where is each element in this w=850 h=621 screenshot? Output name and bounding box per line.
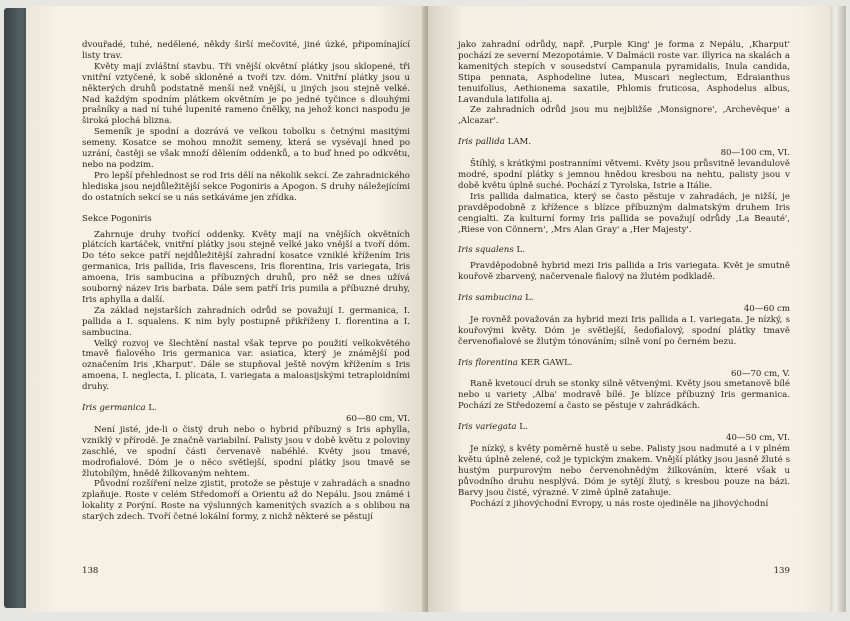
open-book: [4, 6, 846, 614]
left-page: [26, 6, 432, 612]
species-author: LAM.: [507, 137, 532, 148]
right-page: [428, 6, 830, 612]
book-page-edges: [828, 6, 846, 612]
right-page-text: [458, 40, 790, 509]
paragraph: Zahrnuje druhy tvořící oddenky. Květy mají na vnějších okvětních plátcích kartáček, vnitřní plátky jsou stejně velké jako vnější a tvoří dóm. Do této sekce patří nejdůležitější zahradní kosatce vzniklé křížením Iris germanica, Iris pallida, Iris flavescens, Iris florentina, Iris variegata, Iris amoena, Iris sambucina a příbuzných druhů, pro něž se dnes užívá souborný název Iris barbata. Dále sem patří Iris pumila a příbuzné druhy, Iris aphylla a další.: [82, 229, 410, 305]
section-title: Sekce Pogoniris: [82, 213, 152, 224]
species-name: Iris sambucina: [458, 293, 523, 304]
species-author: L.: [525, 293, 534, 304]
paragraph: Není jisté, jde-li o čistý druh nebo o hybrid příbuzný s Iris aphylla, vzniklý v přírodě. Je značně variabilní. Palisty jsou v době květu z poloviny zaschlé, ve spodní části červenavě nabéhlé. Květy jsou tmavé, modrofialové. Dóm je o něco světlejší, spodní plátky jsou tmavě se žlutobílým, hnědě žilkovaným nehtem.: [82, 424, 410, 479]
species-meta: 40—50 cm, VI.: [726, 433, 790, 444]
species-name: Iris florentina: [458, 357, 518, 368]
species-meta: 60—80 cm, VI.: [346, 414, 410, 424]
species-author: KER GAWL.: [520, 357, 573, 368]
paragraph: Velký rozvoj ve šlechtění nastal však teprve po použití velkokvětého tmavě fialového Iris germanica var. asiatica, který je známější pod označením Iris ‚Kharput'. Dále se stupňoval ještě novým křížením s Iris amoena, I. neglecta, I. plicata, I. variegata a maloasijskými tetraploidními druhy.: [82, 338, 410, 393]
species-name: Iris squalens: [458, 245, 514, 256]
species-heading: [458, 293, 790, 304]
paragraph: Pravděpodobně hybrid mezi Iris pallida a Iris variegata. Květ je smutně kouřově zbarvený, načervenale fialový na žlutém podkladě.: [458, 261, 790, 283]
paragraph: Pochází z jihovýchodní Evropy, u nás roste ojediněle na jihovýchodní: [470, 498, 769, 509]
paragraph: Raně kvetoucí druh se stonky silně větvenými. Květy jsou smetanově bílé nebo u variety ‚Alba' modravě bílé. Je blízce příbuzný Iris germanica. Pochází ze Středozemí a často se pěstuje v zahrádkách.: [458, 379, 790, 412]
left-page-text: [82, 40, 410, 523]
paragraph: Původní rozšíření nelze zjistit, protože se pěstuje v zahradách a snadno zplaňuje. Roste v celém Středomoří a Orientu až do Nepálu. Jsou známé i lokality z Porýní. Roste na výslunných kamenitých svazích a s oblibou na starých zdech. Tvoří četné lokální formy, z nichž některé se pěstují: [82, 479, 410, 523]
paragraph: Je rovněž považován za hybrid mezi Iris pallida a I. variegata. Je nízký, s kouřovými květy. Dóm je světlejší, šedofialový, spodní plátky tmavě červenofialové se žlutým tónováním; silně voní po černém bezu.: [458, 314, 790, 347]
paragraph: Ze zahradních odrůd jsou mu nejbližše ‚Monsignore', ‚Archevêque' a ‚Alcazar'.: [458, 105, 790, 127]
paragraph: Květy mají zvláštní stavbu. Tři vnější okvětní plátky jsou sklopené, tři vnitřní vztyčené, k sobě skloněné a tvoří tzv. dóm. Vnitřní plátky jsou u některých druhů podstatně menší než vnější, u jiných jsou stejně velké. Nad každým spodním plátkem okvětním je po jedné tyčince s dlouhými prašníky a nad ní tuhé lupenité rameno čnělky, na jehož konci naspodu je široká plochá blizna.: [82, 61, 410, 127]
species-author: L.: [519, 422, 528, 433]
paragraph: Je nízký, s květy poměrně hustě u sebe. Palisty jsou nadmuté a i v plném květu úplně zelené, což je typickým znakem. Vnější plátky jsou jasně žluté s hustým purpurovým nebo červenohnědým žilkováním, které však u původního druhu nesplývá. Dóm je sytějí žlutý, s kresbou pouze na bázi. Barvy jsou čisté, výrazné. V zimě úplně zatahuje.: [458, 444, 790, 498]
paragraph: jako zahradní odrůdy, např. ‚Purple King' je forma z Nepálu, ‚Kharput' pochází ze severní Mezopotámie. V Dalmácii roste var. illyrica na skalách a kamenitých stepích v sousedství Campanula pyramidalis, Inula candida, Stipa pennata, Asphodeline lutea, Muscari neglectum, Edraianthus tenuifolius, Aethionema saxatile, Phlomis fruticosa, Asphodelus albus, Lavandula latifolia aj.: [458, 40, 790, 105]
species-heading: [82, 403, 410, 414]
paragraph: Pro lepší přehlednost se rod Iris dělí na několik sekcí. Ze zahradnického hlediska jsou nejdůležitější sekce Pogoniris a Apogon. S druhy náležejícími do ostatních sekcí se u nás setkáváme jen zřídka.: [82, 170, 410, 203]
paragraph: Štíhlý, s krátkými postranními větvemi. Květy jsou průsvitně levandulově modré, spodní plátky s jemnou hnědou kresbou na nehtu, palisty jsou v době květu úplně suché. Pochází z Tyrolska, Istrie a Itálie.: [458, 159, 790, 191]
species-heading: [458, 245, 790, 256]
species-heading: [458, 137, 790, 148]
page-number: 138: [82, 566, 99, 576]
paragraph: Semeník je spodní a dozrává ve velkou tobolku s četnými masitými semeny. Kosatce se mohou množit semeny, která se vysévají hned po uzrání, častěji se však množí dělením oddenků, a to buď hned po odkvětu, nebo na podzim.: [82, 127, 410, 170]
page-number: 139: [773, 566, 790, 576]
species-name: Iris variegata: [458, 422, 517, 433]
species-heading: [458, 422, 790, 433]
species-meta: 60—70 cm, V.: [730, 368, 790, 379]
paragraph: Iris pallida dalmatica, který se často pěstuje v zahradách, je nižší, je pravděpodobně z křížence s blízce příbuzným dalmatským druhem Iris cengialti. Za kulturní formy Iris pallida se považují odrůdy ‚La Beauté', ‚Riese von Cönnern', ‚Mrs Alan Gray' a ‚Her Majesty'.: [458, 191, 790, 235]
species-name: Iris pallida: [458, 137, 505, 148]
species-author: L.: [516, 245, 525, 256]
species-meta: 80—100 cm, VI.: [720, 148, 790, 159]
species-author: L.: [148, 403, 157, 414]
paragraph: Za základ nejstarších zahradních odrůd se považují I. germanica, I. pallida a I. squalens. K nim byly postupně přikříženy I. florentina a I. sambucina.: [82, 305, 410, 338]
species-meta: 40—60 cm: [743, 304, 790, 315]
species-name: Iris germanica: [82, 403, 146, 414]
paragraph: dvouřadé, tuhé, nedělené, někdy širší mečovité, jiné úzké, připomínající listy trav.: [82, 40, 410, 61]
species-heading: [458, 358, 790, 369]
